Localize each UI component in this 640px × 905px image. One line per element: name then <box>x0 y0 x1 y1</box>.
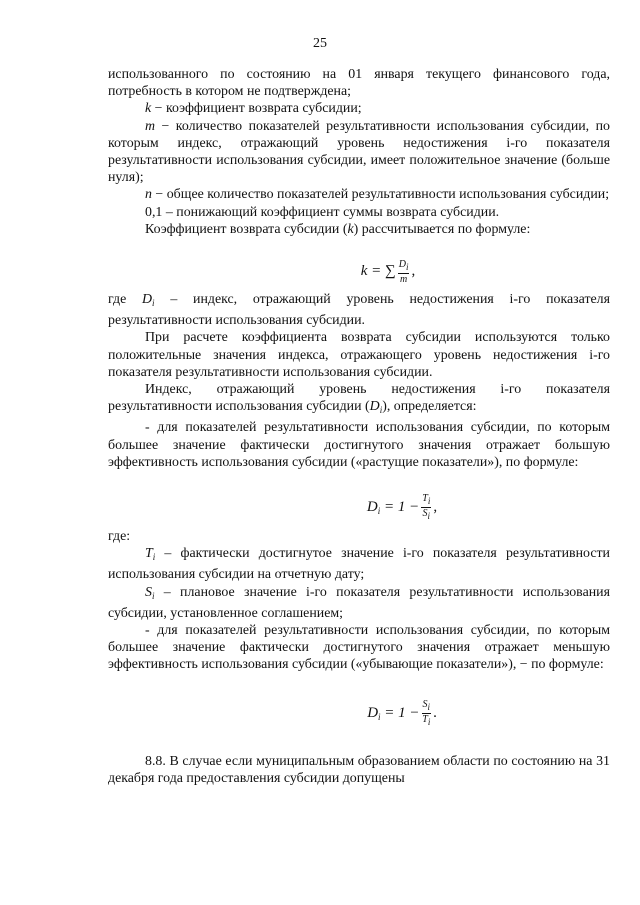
index-definition-after: ), определяется: <box>382 399 477 415</box>
variable-m: m <box>145 118 156 134</box>
formula-di-decreasing <box>108 695 610 731</box>
formula-di-growing-denominator: Si <box>422 508 431 522</box>
paragraph-index-definition <box>108 381 610 419</box>
where-label: где: <box>108 529 131 545</box>
definition-n-text: − общее количество показателей результативности использования субсидии; <box>151 187 610 203</box>
definition-coefficient: 0,1 – понижающий коэффициент суммы возврата субсидии. <box>145 204 500 220</box>
formula-intro-after: ) рассчитывается по формуле: <box>353 221 531 237</box>
variable-k: k <box>145 101 152 117</box>
paragraph-8-8: 8.8. В случае если муниципальным образованием области по состоянию на 31 декабря года предоставления субсидии допущены <box>108 753 610 786</box>
formula-di-decreasing-numerator: Si <box>422 698 431 712</box>
formula-k-tail: , <box>411 263 416 280</box>
definition-k-text: − коэффициент возврата субсидии; <box>151 101 362 117</box>
definition-si-text: – плановое значение i-го показателя результативности использования субсидии, установленное соглашением; <box>108 584 610 621</box>
paragraph-continuation: использованного по состоянию на 01 января текущего финансового года, потребность в котором не подтверждена; <box>108 67 610 100</box>
definition-m <box>108 118 610 187</box>
variable-di-inline: $D_i$ <box>369 399 383 416</box>
definition-di-before: где <box>108 292 142 308</box>
formula-di-growing <box>108 489 610 525</box>
formula-di-decreasing-tail: . <box>433 704 437 721</box>
document-body <box>108 66 610 787</box>
formula-k-fraction <box>398 259 410 285</box>
formula-di-growing-tail: , <box>433 499 438 516</box>
page-number: 25 <box>313 36 327 51</box>
formula-di-growing-fraction <box>421 493 431 522</box>
formula-di-decreasing-lhs: $D_i = 1$ − <box>367 704 420 722</box>
definition-m-text: − количество показателей результативности использования субсидии, по которым индекс, отражающий уровень недостижения i-го показателя результативности использования субсидии, имеет положительное значение (больше нуля); <box>108 118 610 186</box>
variable-n: n <box>145 187 152 203</box>
definition-di <box>108 291 610 329</box>
formula-k-numerator: Di <box>398 258 409 272</box>
definition-si <box>108 584 610 622</box>
variable-k-inline: k <box>347 221 354 237</box>
definition-ti-text: – фактически достигнутое значение i-го показателя результативности использования субсидии на отчетную дату; <box>108 546 610 583</box>
formula-intro <box>108 221 610 238</box>
paragraph-positive-values: При расчете коэффициента возврата субсидии используются только положительные значения индекса, отражающего уровень недостижения i-го показателя результативности использования субсидии. <box>108 330 610 380</box>
definition-n <box>108 186 610 203</box>
formula-di-growing-lhs: $D_i = 1$ − <box>366 499 420 517</box>
definition-k <box>108 100 610 117</box>
formula-k <box>108 254 610 288</box>
formula-k-lhs: k = ∑ <box>360 263 396 280</box>
formula-di-growing-numerator: Ti <box>422 493 431 507</box>
definition-ti <box>108 545 610 583</box>
formula-intro-before: Коэффициент возврата субсидии ( <box>145 221 348 237</box>
paragraph-growing-indicators: - для показателей результативности использования субсидии, по которым большее значение фактически достигнутого значения отражает большую эффективность использования субсидии («растущие показатели»), по формуле: <box>108 420 610 470</box>
definition-di-after: – индекс, отражающий уровень недостижения i-го показателя результативности использования субсидии. <box>108 292 610 329</box>
paragraph-decreasing-indicators: - для показателей результативности использования субсидии, по которым большее значение фактически достигнутого значения отражает меньшую эффективность использования субсидии («убывающие показатели»), − по формуле: <box>108 623 610 673</box>
formula-di-decreasing-denominator: Ti <box>422 713 431 727</box>
formula-di-decreasing-fraction <box>422 699 432 728</box>
variable-si: $S_i$ <box>145 584 155 601</box>
variable-ti: $T_i$ <box>145 546 156 563</box>
formula-k-denominator: m <box>399 273 408 285</box>
index-definition-before: Индекс, отражающий уровень недостижения i-го показателя результативности использования субсидии ( <box>108 382 610 415</box>
variable-di: $D_i$ <box>142 292 155 309</box>
